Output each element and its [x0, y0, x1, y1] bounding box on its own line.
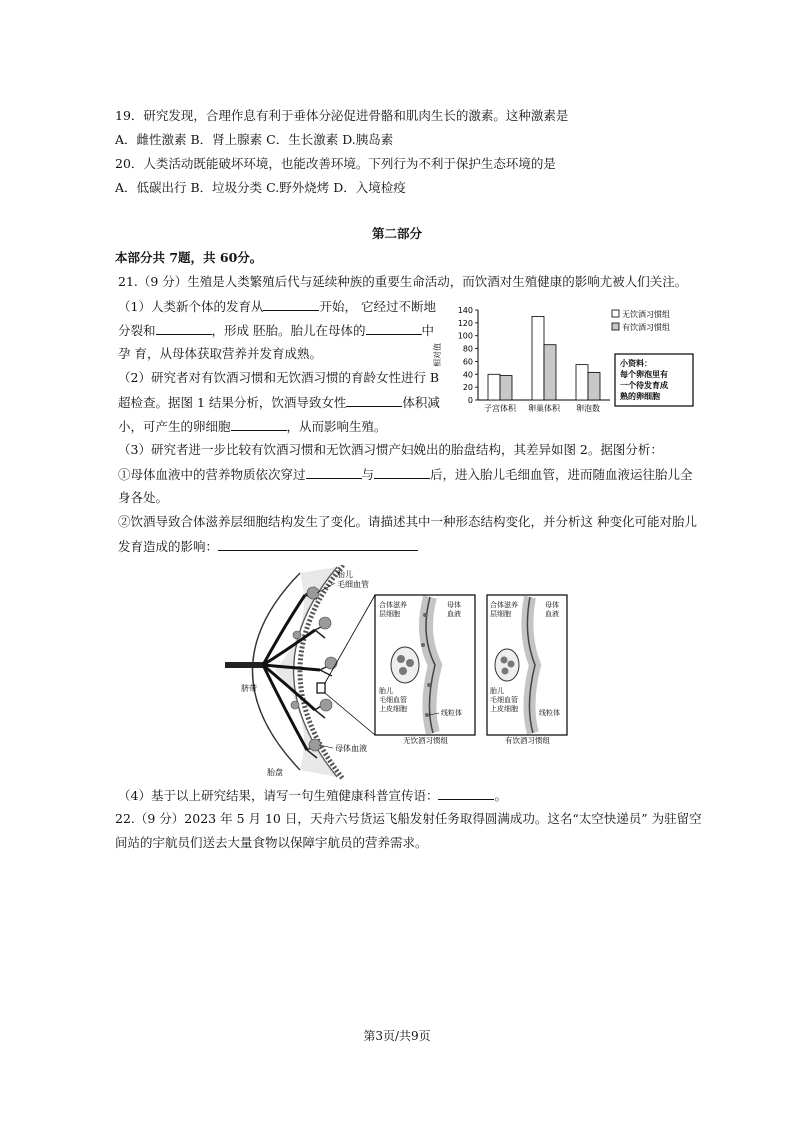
answer-blank[interactable] — [306, 466, 362, 479]
svg-text:合体滋养: 合体滋养 — [490, 601, 518, 609]
q22-line1: 22.（9 分）2023 年 5 月 10 日，天舟六号货运飞船发射任务取得圆满成功。这名“太空快递员” 为驻留空 — [115, 811, 702, 826]
note-text: 小资料： — [620, 359, 652, 368]
svg-text:毛细血管: 毛细血管 — [379, 696, 407, 704]
legend-swatch — [612, 310, 619, 317]
y-tick-label: 80 — [462, 344, 473, 354]
q21-stem: 21.（9 分）生殖是人类繁殖后代与延续种族的重要生命活动，而饮酒对生殖健康的影响尤被人们关注。 — [118, 274, 688, 289]
q21-p4-text-b: 。 — [494, 788, 507, 803]
q21-p1-text-e: 中 — [421, 323, 435, 338]
q21-part3-1-line2: 身各处。 — [118, 490, 169, 505]
q21-p1-text-d: ，形成 胚胎。胎儿在母体的 — [211, 323, 366, 338]
answer-blank[interactable] — [438, 787, 494, 800]
svg-text:层细胞: 层细胞 — [490, 610, 511, 618]
q21-part2-line1: （2）研究者对有饮酒习惯和无饮酒习惯的育龄女性进行 B — [118, 370, 440, 385]
q21-part1-line3: 孕 育，从母体获取营养并发育成熟。 — [118, 346, 322, 361]
y-axis-label: 相对值 — [433, 343, 442, 367]
y-tick-label: 0 — [467, 396, 473, 405]
q21-p1-text-b: 开始， 它经过不断地 — [319, 299, 436, 314]
q21-part1-line2 — [118, 322, 434, 339]
label-maternal-blood: 母体血液 — [335, 744, 367, 753]
svg-text:线粒体: 线粒体 — [539, 709, 560, 717]
q20-options: A．低碳出行 B．垃圾分类 C.野外烧烤 D．入境检疫 — [115, 180, 406, 195]
svg-text:胎儿: 胎儿 — [379, 687, 393, 695]
answer-blank[interactable] — [231, 418, 287, 431]
legend-label: 有饮酒习惯组 — [622, 323, 670, 332]
answer-blank[interactable] — [346, 394, 402, 407]
q21-part2-line2 — [118, 394, 440, 411]
capillary-branches — [305, 587, 332, 758]
note-text: 熟的卵细胞 — [620, 392, 660, 401]
panel-title-no-drinking: 无饮酒习惯组 — [403, 736, 448, 745]
legend-label: 无饮酒习惯组 — [622, 310, 670, 319]
q21-part3-2-line2 — [118, 538, 418, 555]
y-tick-label: 140 — [457, 306, 473, 315]
y-tick-label: 20 — [462, 383, 473, 393]
q21-p2-text-b: 超检查。据图 1 结果分析，饮酒导致女性 — [118, 395, 347, 410]
y-tick-label: 60 — [462, 357, 473, 367]
figure1-bar-chart — [430, 300, 695, 418]
q21-part4 — [118, 787, 507, 804]
svg-text:线粒体: 线粒体 — [441, 709, 462, 717]
q21-part3-1-line1 — [118, 466, 693, 483]
bar-no-drinking — [532, 316, 544, 400]
svg-text:血液: 血液 — [545, 610, 559, 618]
answer-blank[interactable] — [374, 466, 430, 479]
q21-p3-2-text-b: 发育造成的影响： — [118, 539, 219, 554]
q21-part3-intro: （3）研究者进一步比较有饮酒习惯和无饮酒习惯产妇娩出的胎盘结构，其差异如图 2。据图分析： — [118, 442, 663, 457]
x-tick-label: 子宫体积 — [484, 404, 516, 413]
bar-drinking — [588, 372, 600, 400]
q21-part3-2-line1: ②饮酒导致合体滋养层细胞结构发生了变化。请描述其中一种形态结构变化，并分析这 种变化可能对胎儿 — [118, 514, 697, 529]
part2-title: 第二部分 — [371, 226, 422, 241]
y-tick-label: 100 — [457, 331, 473, 341]
q21-part2-line3 — [118, 418, 387, 435]
q21-p4-text-a: （4）基于以上研究结果，请写一句生殖健康科普宣传语： — [118, 788, 439, 803]
q20-stem: 20．人类活动既能破坏环境，也能改善环境。下列行为不利于保护生态环境的是 — [115, 156, 556, 171]
svg-text:母体: 母体 — [545, 601, 559, 609]
answer-blank[interactable] — [263, 298, 319, 311]
bar-no-drinking — [576, 365, 588, 400]
page-footer: 第3页/共9页 — [363, 1029, 431, 1043]
q21-part1-line1 — [118, 298, 436, 315]
q22-line2: 间站的宇航员们送去大量食物以保障宇航员的营养需求。 — [115, 835, 428, 850]
svg-text:上皮细胞: 上皮细胞 — [379, 705, 407, 713]
svg-text:血液: 血液 — [447, 610, 461, 618]
panel-drinking — [487, 595, 567, 735]
part2-intro: 本部分共 7题，共 60分。 — [115, 250, 263, 265]
q19-options: A．雌性激素 B．肾上腺素 C．生长激素 D.胰岛素 — [115, 132, 394, 147]
bar-drinking — [500, 376, 512, 400]
panel-no-drinking — [375, 595, 475, 735]
svg-text:上皮细胞: 上皮细胞 — [490, 705, 518, 713]
panel-title-drinking: 有饮酒习惯组 — [505, 736, 550, 745]
figure2-placenta-diagram — [225, 565, 570, 780]
bar-drinking — [544, 345, 556, 400]
svg-text:合体滋养: 合体滋养 — [379, 601, 407, 609]
label-umbilical-cord: 脐带 — [241, 684, 257, 693]
answer-blank[interactable] — [156, 322, 212, 335]
bar-no-drinking — [488, 374, 500, 400]
q21-p2-text-c: 体积减 — [402, 395, 440, 410]
zoom-line-top — [325, 595, 375, 683]
svg-text:层细胞: 层细胞 — [379, 610, 400, 618]
note-text: 一个待发育成 — [620, 381, 668, 390]
label-fetal-capillary-1: 胎儿 — [337, 570, 353, 579]
q21-p2-text-d: 小，可产生的卵细胞 — [118, 419, 231, 434]
svg-text:毛细血管: 毛细血管 — [490, 696, 518, 704]
legend-swatch — [612, 323, 619, 330]
svg-text:胎儿: 胎儿 — [490, 687, 504, 695]
note-text: 每个卵泡里有 — [620, 370, 668, 379]
x-tick-label: 卵泡数 — [576, 404, 600, 413]
q21-p3-1-text-b: 与 — [361, 467, 375, 482]
q21-p3-1-text-a: ①母体血液中的营养物质依次穿过 — [118, 467, 306, 482]
label-placenta: 胎盘 — [267, 768, 283, 777]
answer-blank[interactable] — [218, 538, 418, 551]
zoom-box — [317, 683, 325, 693]
zoom-line-bottom — [325, 693, 375, 735]
y-tick-label: 120 — [457, 318, 473, 328]
q19-stem: 19．研究发现，合理作息有利于垂体分泌促进骨骼和肌肉生长的激素。这种激素是 — [115, 108, 569, 123]
label-fetal-capillary-2: 毛细血管 — [337, 580, 369, 589]
q21-p1-text-a: （1）人类新个体的发育从 — [118, 299, 264, 314]
y-tick-label: 40 — [462, 370, 473, 380]
answer-blank[interactable] — [366, 322, 422, 335]
q21-p3-1-text-c: 后，进入胎儿毛细血管，进而随血液运往胎儿全 — [430, 467, 693, 482]
q21-p2-text-e: ，从而影响生殖。 — [286, 419, 387, 434]
svg-text:母体: 母体 — [447, 601, 461, 609]
x-tick-label: 卵巢体积 — [528, 404, 560, 413]
q21-p1-text-c: 分裂和 — [118, 323, 156, 338]
